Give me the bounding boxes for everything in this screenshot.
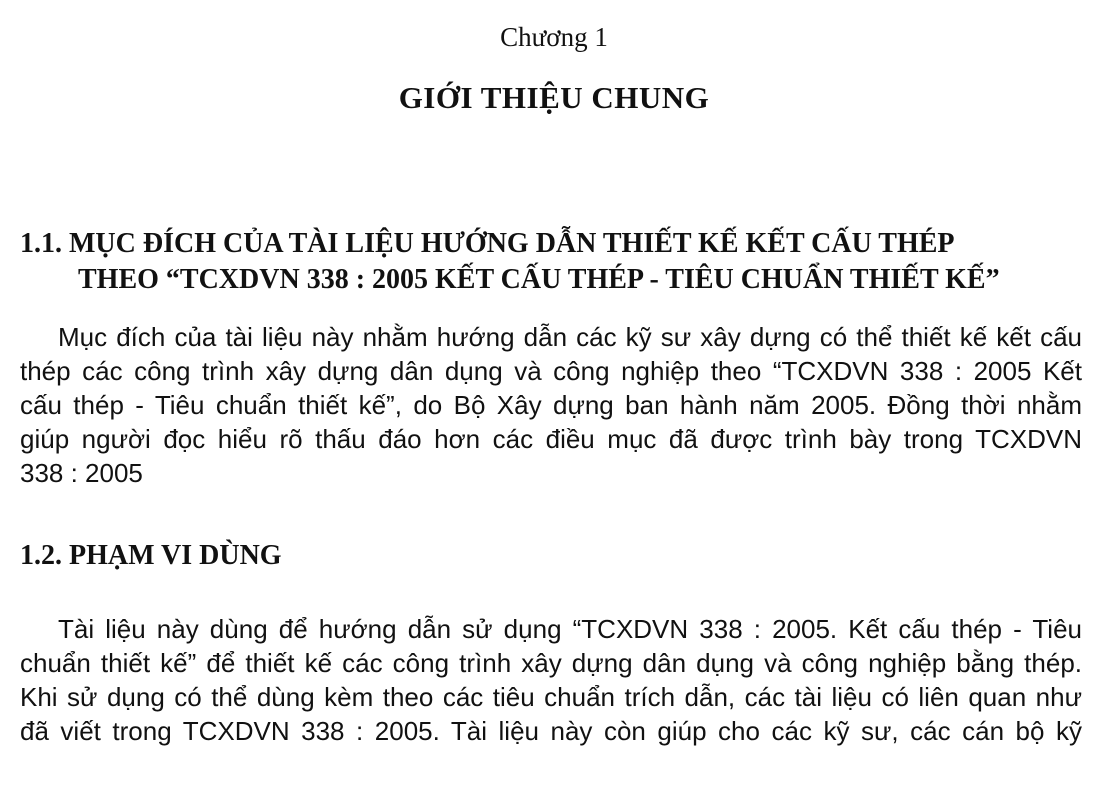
section-1-2-paragraph-line-1: Tài liệu này dùng để hướng dẫn sử dụng “TCXDVN 338 : 2005. Kết cấu thép - Tiêu — [58, 614, 1082, 644]
section-1-1-paragraph-line-3: cấu thép - Tiêu chuẩn thiết kế”, do Bộ Xây dựng ban hành năm 2005. Đồng thời nhằm — [20, 390, 1082, 420]
section-1-1-paragraph-line-5: 338 : 2005 — [20, 458, 143, 488]
section-1-1-paragraph-line-4: giúp người đọc hiểu rõ thấu đáo hơn các điều mục đã được trình bày trong TCXDVN — [20, 424, 1082, 454]
section-1-1-paragraph-line-2: thép các công trình xây dựng dân dụng và công nghiệp theo “TCXDVN 338 : 2005 Kết — [20, 356, 1082, 386]
section-1-1-heading-line-2: THEO “TCXDVN 338 : 2005 KẾT CẤU THÉP - TIÊU CHUẨN THIẾT KẾ” — [78, 264, 1000, 295]
section-1-2-paragraph-line-4: đã viết trong TCXDVN 338 : 2005. Tài liệu này còn giúp cho các kỹ sư, các cán bộ kỹ — [20, 716, 1082, 746]
section-1-2-paragraph-line-2: chuẩn thiết kế” để thiết kế các công trình xây dựng dân dụng và công nghiệp bằng thép. — [20, 648, 1082, 678]
section-1-1-heading-line-1: 1.1. MỤC ĐÍCH CỦA TÀI LIỆU HƯỚNG DẪN THIẾT KẾ KẾT CẤU THÉP — [20, 228, 955, 259]
chapter-label: Chương 1 — [500, 22, 608, 52]
section-1-2-heading: 1.2. PHẠM VI DÙNG — [20, 540, 282, 571]
section-1-1-paragraph-line-1: Mục đích của tài liệu này nhằm hướng dẫn các kỹ sư xây dựng có thể thiết kế kết cấu — [58, 322, 1082, 352]
section-1-2-paragraph-line-3: Khi sử dụng có thể dùng kèm theo các tiêu chuẩn trích dẫn, các tài liệu có liên quan như — [20, 682, 1082, 712]
chapter-title: GIỚI THIỆU CHUNG — [398, 80, 710, 115]
